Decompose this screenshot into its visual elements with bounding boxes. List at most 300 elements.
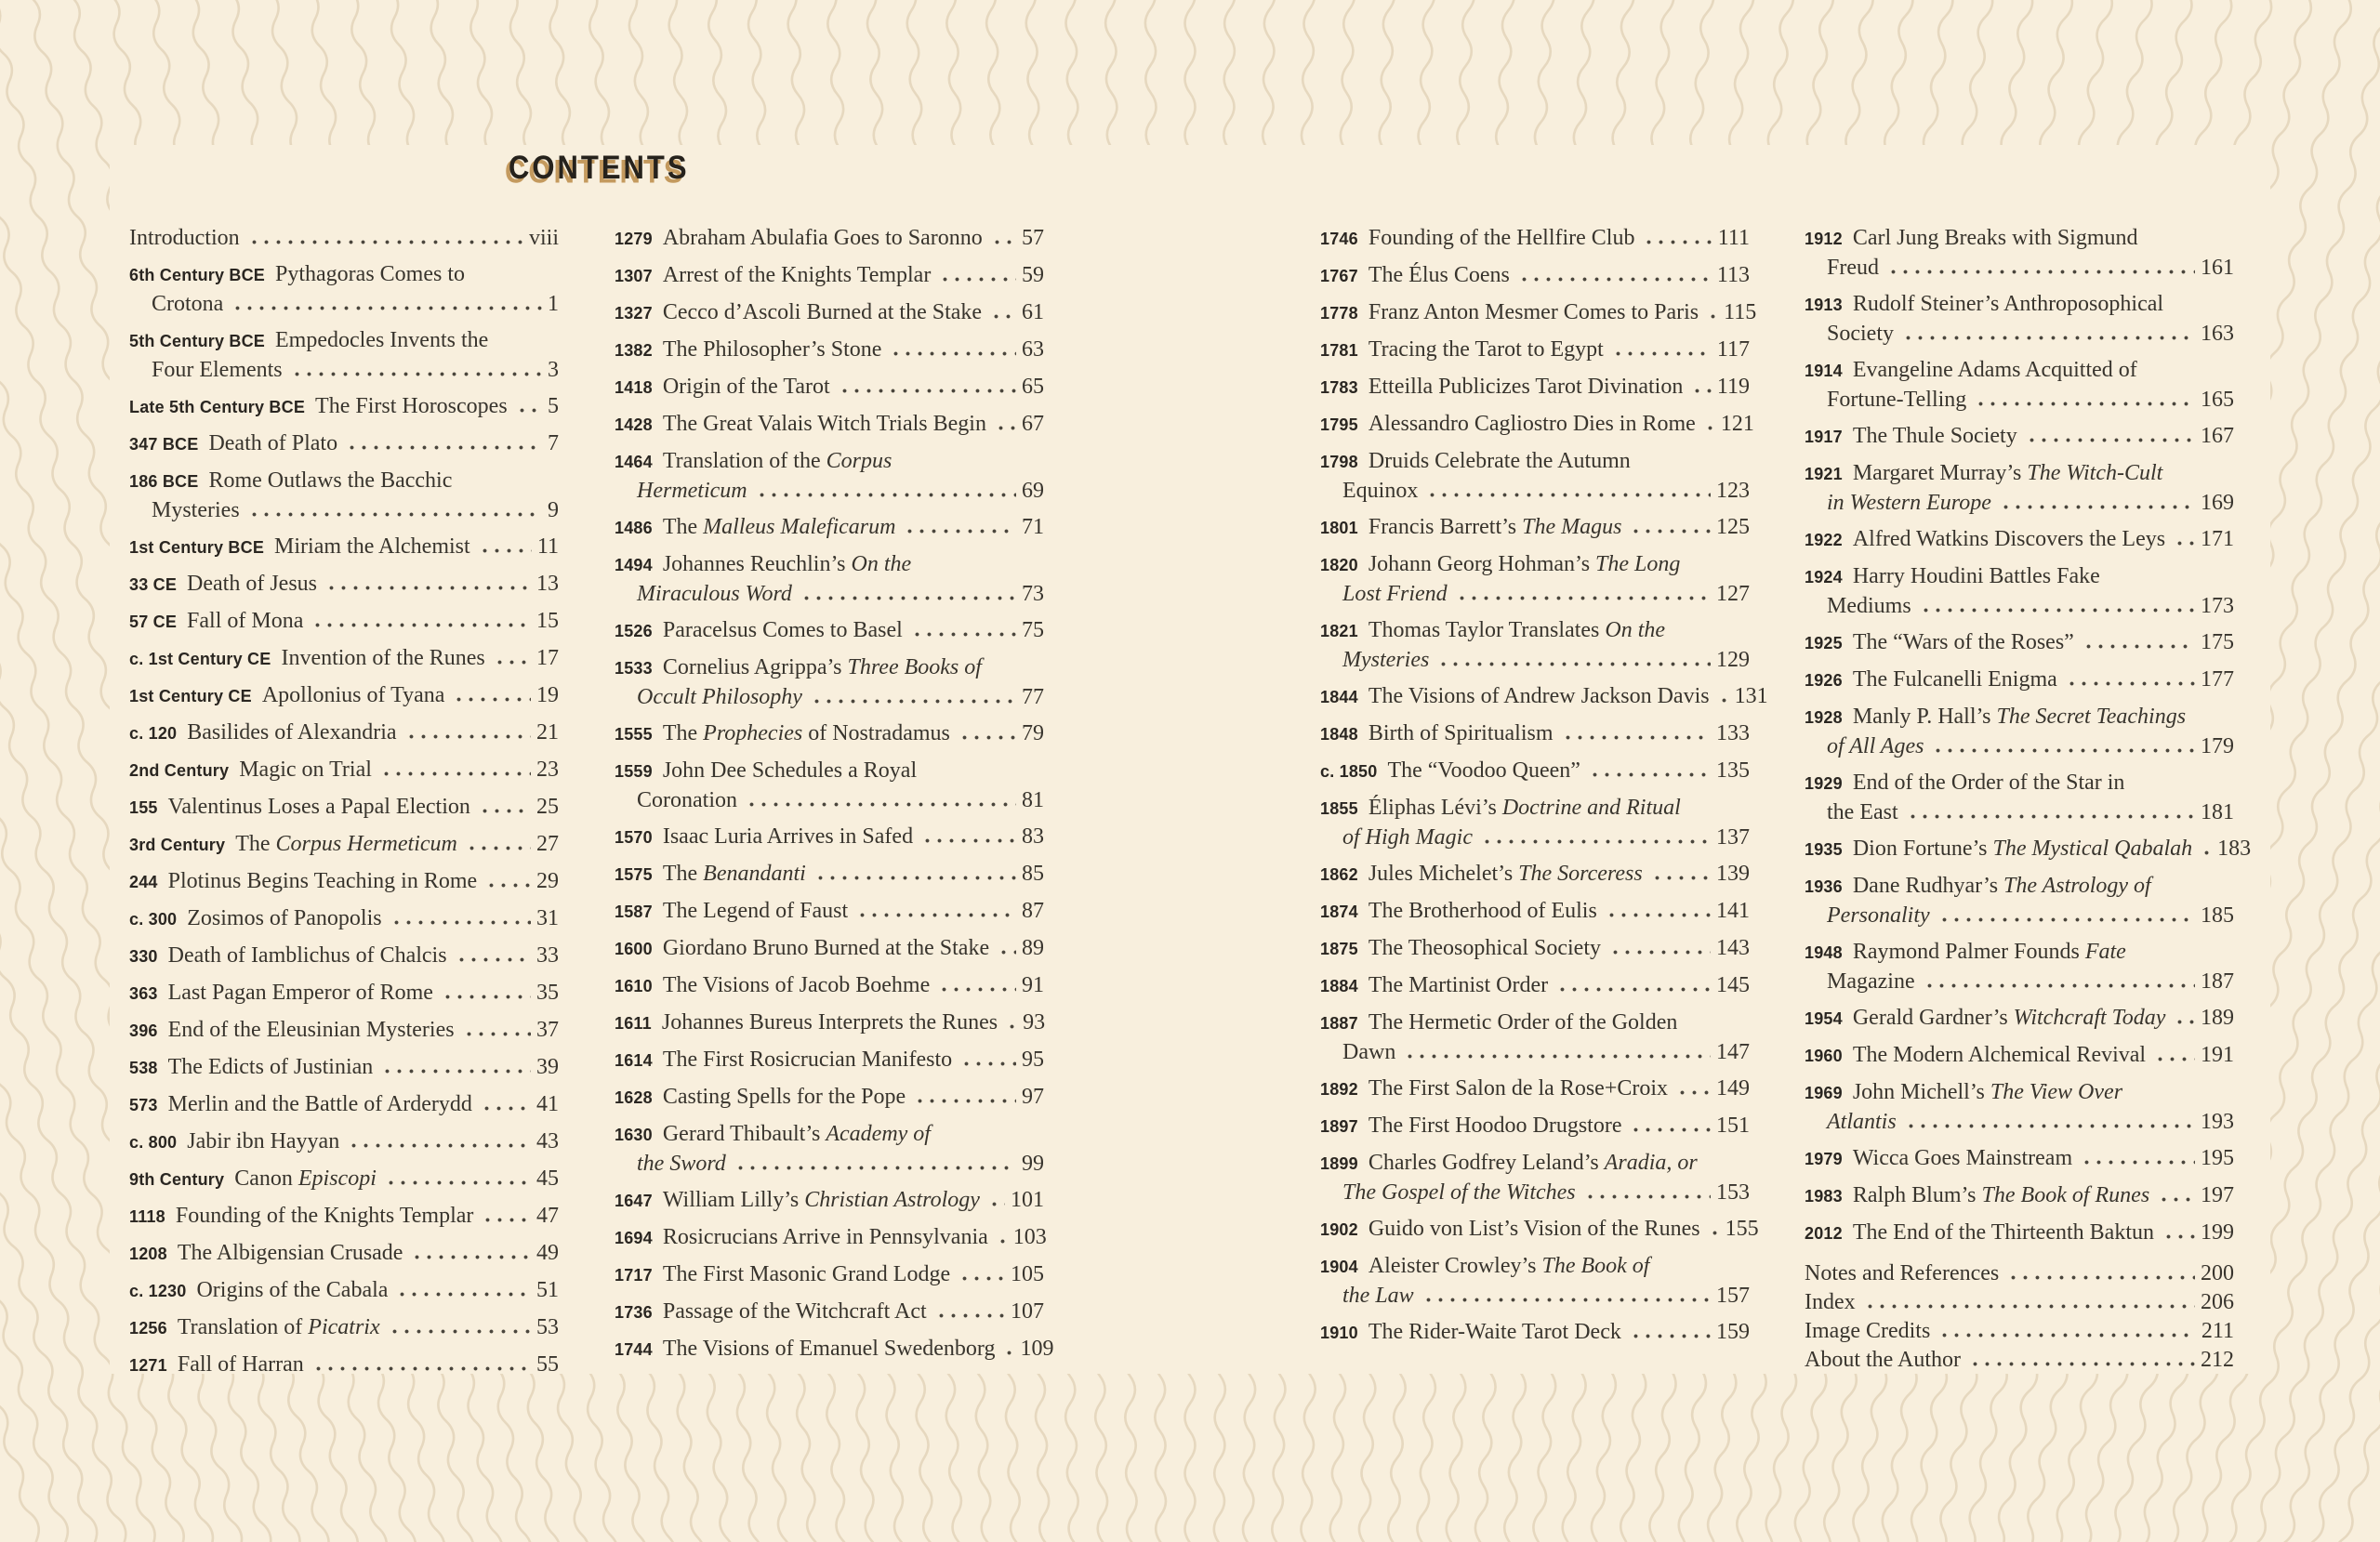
page-number: 147 xyxy=(1716,1040,1750,1064)
entry-title: The Fulcanelli Enigma xyxy=(1852,667,2057,692)
toc-entry-line xyxy=(615,860,1044,890)
entry-date: 57 CE xyxy=(129,613,178,631)
entry-title: Freud xyxy=(1827,256,1879,280)
toc-entry-line xyxy=(1320,860,1750,890)
entry-title: The Corpus Hermeticum xyxy=(235,832,457,856)
entry-title: Passage of the Witchcraft Act xyxy=(662,1299,927,1324)
toc-entry-line xyxy=(129,260,559,290)
toc-entry xyxy=(1320,1318,1750,1348)
page-number: 131 xyxy=(1734,684,1768,708)
toc-entry xyxy=(1320,1112,1750,1141)
entry-date: 1925 xyxy=(1805,634,1843,652)
page-number: 9 xyxy=(548,498,559,522)
toc-entry xyxy=(129,1276,559,1306)
page-number: 91 xyxy=(1022,973,1044,997)
dot-leader xyxy=(1589,772,1711,777)
toc-entry-line xyxy=(615,550,1044,580)
toc-entry-line xyxy=(615,823,1044,852)
page-number: 11 xyxy=(536,534,559,559)
entry-date: 1902 xyxy=(1320,1220,1358,1239)
toc-entry xyxy=(615,757,1044,815)
toc-entry-line xyxy=(1320,1112,1750,1141)
page-number: 206 xyxy=(2201,1290,2234,1314)
toc-entry-line xyxy=(129,1016,559,1046)
dot-leader xyxy=(463,1032,531,1036)
toc-entry xyxy=(1320,1149,1750,1207)
entry-date: 33 CE xyxy=(129,575,178,594)
toc-entry xyxy=(1805,1346,2234,1375)
entry-date: 1887 xyxy=(1320,1014,1358,1033)
entry-title: Abraham Abulafia Goes to Saronno xyxy=(662,226,983,250)
wave-line xyxy=(2258,0,2380,1542)
entry-date: 1533 xyxy=(615,659,653,678)
entry-date: 1821 xyxy=(1320,622,1358,640)
entry-title: The Rider-Waite Tarot Deck xyxy=(1368,1320,1621,1344)
entry-title: Mysteries xyxy=(152,498,240,522)
toc-entry xyxy=(1805,1144,2234,1174)
toc-entry xyxy=(129,1053,559,1083)
page-number: 155 xyxy=(1725,1217,1759,1241)
dot-leader xyxy=(1437,662,1711,666)
dot-leader xyxy=(1864,1304,2195,1309)
toc-entry xyxy=(129,942,559,971)
toc-entry-line xyxy=(615,1335,1054,1364)
dot-leader xyxy=(1676,1090,1711,1095)
toc-entry-line xyxy=(1805,1004,2234,1034)
page-number: 23 xyxy=(536,758,559,782)
toc-entry xyxy=(615,1260,1044,1290)
toc-entry xyxy=(129,326,559,385)
toc-entry-line xyxy=(129,607,559,637)
entry-date: 6th Century BCE xyxy=(129,266,266,284)
page-number: 87 xyxy=(1022,899,1044,923)
entry-date: 1486 xyxy=(615,519,653,537)
page-number: 169 xyxy=(2201,491,2234,515)
toc-entry-line xyxy=(129,290,559,319)
toc-entry xyxy=(129,260,559,319)
entry-title: The Visions of Andrew Jackson Davis xyxy=(1368,684,1710,708)
toc-entry xyxy=(1805,525,2234,555)
entry-title: Apollonius of Tyana xyxy=(261,683,445,707)
entry-title: Zosimos of Panopolis xyxy=(187,906,382,930)
toc-entry-line xyxy=(1320,1179,1750,1207)
toc-entry-line xyxy=(1320,580,1750,609)
toc-entry-line xyxy=(615,224,1044,254)
entry-date: 1647 xyxy=(615,1192,653,1210)
toc-entry-line xyxy=(1805,1144,2234,1174)
page-number: 27 xyxy=(536,832,559,856)
entry-title: the Law xyxy=(1342,1284,1414,1308)
entry-date: 1600 xyxy=(615,940,653,958)
toc-entry xyxy=(1320,719,1750,749)
entry-date: 1555 xyxy=(615,725,653,744)
entry-date: 1929 xyxy=(1805,774,1843,793)
entry-title: Rome Outlaws the Bacchic xyxy=(208,468,453,493)
entry-title: Empedocles Invents the xyxy=(275,328,489,352)
toc-entry xyxy=(1320,410,1754,440)
entry-title: Guido von List’s Vision of the Runes xyxy=(1368,1217,1700,1241)
toc-entry xyxy=(129,1351,559,1380)
dot-leader xyxy=(988,1202,1005,1206)
page-title: CONTENTS xyxy=(509,149,690,186)
toc-entry-line xyxy=(615,261,1044,291)
entry-date: 3rd Century xyxy=(129,836,226,854)
toc-entry xyxy=(1320,757,1750,786)
entry-date: 1928 xyxy=(1805,708,1843,727)
page-number: 139 xyxy=(1716,862,1750,886)
entry-title: Magic on Trial xyxy=(239,758,372,782)
entry-title: Translation of Picatrix xyxy=(177,1315,380,1339)
dot-leader xyxy=(938,987,1016,992)
entry-title: The End of the Thirteenth Baktun xyxy=(1852,1220,2154,1245)
page-number: 165 xyxy=(2201,388,2234,412)
entry-title: The Legend of Faust xyxy=(662,899,849,923)
toc-entry-line xyxy=(129,1202,559,1232)
toc-entry-line xyxy=(1805,290,2234,320)
dot-leader xyxy=(1718,698,1729,703)
entry-date: 347 BCE xyxy=(129,435,199,454)
toc-entry-line xyxy=(1805,1288,2234,1317)
entry-title: Giordano Bruno Burned at the Stake xyxy=(662,936,990,960)
page-number: 191 xyxy=(2201,1043,2234,1067)
toc-entry-line xyxy=(615,616,1044,646)
entry-title: Jabir ibn Hayyan xyxy=(187,1129,340,1153)
dot-leader xyxy=(396,1292,531,1297)
toc-entry xyxy=(615,513,1044,543)
toc-entry xyxy=(129,224,559,253)
dot-leader xyxy=(1006,1024,1017,1029)
toc-entry xyxy=(615,1186,1044,1216)
entry-title: Gerald Gardner’s Witchcraft Today xyxy=(1852,1006,2166,1030)
toc-entry xyxy=(615,1083,1044,1113)
entry-title: John Dee Schedules a Royal xyxy=(662,758,918,783)
page-number: 159 xyxy=(1716,1320,1750,1344)
toc-entry-line xyxy=(615,477,1044,506)
toc-entry xyxy=(1320,224,1750,254)
toc-entry-line xyxy=(615,897,1044,927)
toc-entry xyxy=(1805,628,2234,658)
toc-entry xyxy=(615,1008,1044,1038)
page-number: 75 xyxy=(1022,618,1044,642)
entry-date: 1st Century CE xyxy=(129,687,252,705)
dot-leader xyxy=(380,771,531,776)
entry-title: Evangeline Adams Acquitted of xyxy=(1852,358,2137,382)
dot-leader xyxy=(1630,1127,1711,1132)
page-number: 141 xyxy=(1716,899,1750,923)
dot-leader xyxy=(1887,270,2195,274)
toc-entry xyxy=(129,429,559,459)
entry-title: Cornelius Agrippa’s Three Books of xyxy=(662,655,982,679)
toc-entry-line xyxy=(129,467,559,496)
entry-title: The Philosopher’s Stone xyxy=(662,337,882,362)
page-number: 125 xyxy=(1716,515,1750,539)
toc-entry-line xyxy=(129,830,559,860)
toc-entry-line xyxy=(129,1313,559,1343)
page-number: 55 xyxy=(536,1352,559,1377)
toc-entry xyxy=(615,897,1044,927)
entry-title: End of the Eleusinian Mysteries xyxy=(167,1018,455,1042)
entry-date: 155 xyxy=(129,798,158,817)
toc-entry-line xyxy=(615,373,1044,402)
entry-date: 1559 xyxy=(615,762,653,781)
dot-leader xyxy=(516,408,542,413)
toc-entry-line xyxy=(1805,872,2234,902)
toc-entry-line xyxy=(1320,477,1750,506)
toc-entry xyxy=(615,410,1044,440)
toc-entry-line xyxy=(129,429,559,459)
dot-leader xyxy=(453,697,531,702)
wave-line xyxy=(2315,0,2380,1542)
toc-entry xyxy=(615,1298,1044,1327)
dot-leader xyxy=(479,809,531,813)
entry-title: The Visions of Jacob Boehme xyxy=(662,973,931,997)
page-number: 107 xyxy=(1011,1299,1044,1324)
dot-leader xyxy=(1704,426,1715,430)
toc-entry xyxy=(615,1223,1047,1253)
toc-entry xyxy=(1805,835,2252,864)
entry-title: Valentinus Loses a Papal Election xyxy=(167,795,470,819)
entry-date: 1910 xyxy=(1320,1324,1358,1342)
dot-leader xyxy=(1938,1333,2196,1338)
entry-title: Equinox xyxy=(1342,479,1419,503)
dot-leader xyxy=(921,838,1016,843)
page-number: 97 xyxy=(1022,1085,1044,1109)
dot-leader xyxy=(1426,493,1711,497)
entry-date: 1746 xyxy=(1320,230,1358,248)
toc-entry xyxy=(129,1016,559,1046)
entry-date: 1279 xyxy=(615,230,653,248)
toc-entry-line xyxy=(615,786,1044,815)
toc-entry xyxy=(615,1335,1054,1364)
toc-entry-line xyxy=(1805,525,2234,555)
toc-entry xyxy=(1805,1181,2234,1211)
dot-leader xyxy=(494,660,531,665)
entry-title: The Malleus Maleficarum xyxy=(662,515,896,539)
page-number: 77 xyxy=(1022,685,1044,709)
toc-entry xyxy=(615,653,1044,712)
entry-title: Francis Barrett’s The Magus xyxy=(1368,515,1622,539)
dot-leader xyxy=(1630,1334,1711,1338)
page-number: 195 xyxy=(2201,1146,2234,1170)
entry-date: 1271 xyxy=(129,1356,167,1375)
entry-title: Death of Iamblichus of Chalcis xyxy=(167,943,447,968)
entry-date: 186 BCE xyxy=(129,472,199,491)
dot-leader xyxy=(1651,876,1711,880)
dot-leader xyxy=(291,372,542,376)
toc-entry-line xyxy=(615,757,1044,786)
page-number: 59 xyxy=(1022,263,1044,287)
page-number: 67 xyxy=(1022,412,1044,436)
entry-title: Dawn xyxy=(1342,1040,1396,1064)
toc-entry-line xyxy=(129,356,559,385)
toc-entry xyxy=(1320,373,1750,402)
entry-date: 5th Century BCE xyxy=(129,332,266,350)
entry-date: 1778 xyxy=(1320,304,1358,323)
page-number: 143 xyxy=(1716,936,1750,960)
dot-leader xyxy=(1609,950,1711,955)
toc-entry xyxy=(1805,1041,2234,1071)
toc-entry-line xyxy=(1320,298,1757,328)
entry-date: 1798 xyxy=(1320,453,1358,471)
toc-entry-line xyxy=(615,653,1044,683)
toc-entry xyxy=(129,392,559,422)
page-number: 47 xyxy=(536,1204,559,1228)
dot-leader xyxy=(904,529,1016,534)
dot-leader xyxy=(995,426,1016,430)
entry-title: the East xyxy=(1827,800,1898,824)
entry-title: Magazine xyxy=(1827,969,1915,994)
entry-date: 1924 xyxy=(1805,568,1843,586)
page-number: 113 xyxy=(1716,263,1750,287)
entry-title: Druids Celebrate the Autumn xyxy=(1368,449,1631,473)
toc-entry-line xyxy=(1320,934,1750,964)
entry-title: Casting Spells for the Pope xyxy=(662,1085,906,1109)
toc-entry xyxy=(615,823,1044,852)
entry-date: 1979 xyxy=(1805,1150,1843,1168)
toc-entry xyxy=(615,971,1044,1001)
entry-date: 1983 xyxy=(1805,1187,1843,1206)
entry-title: Rosicrucians Arrive in Pennsylvania xyxy=(662,1225,988,1249)
toc-entry xyxy=(615,336,1044,365)
entry-title: The Gospel of the Witches xyxy=(1342,1180,1576,1205)
entry-date: 538 xyxy=(129,1059,158,1077)
entry-date: 1936 xyxy=(1805,877,1843,896)
dot-leader xyxy=(2081,1160,2195,1165)
toc-entry-line xyxy=(615,447,1044,477)
entry-title: Etteilla Publicizes Tarot Divination xyxy=(1368,375,1684,399)
toc-entry xyxy=(129,1090,559,1120)
entry-title: Founding of the Knights Templar xyxy=(175,1204,474,1228)
entry-date: 1587 xyxy=(615,903,653,921)
entry-date: 1948 xyxy=(1805,943,1843,962)
page-number: 29 xyxy=(536,869,559,893)
page-number: 163 xyxy=(2201,322,2234,346)
entry-date: 1464 xyxy=(615,453,653,471)
dot-leader xyxy=(1630,529,1711,534)
toc-entry xyxy=(129,570,559,600)
entry-date: 1783 xyxy=(1320,378,1358,397)
toc-entry-line xyxy=(129,1127,559,1157)
toc-entry xyxy=(129,793,559,823)
entry-date: 1897 xyxy=(1320,1117,1358,1136)
toc-entry xyxy=(129,830,559,860)
dot-leader xyxy=(991,240,1016,244)
dot-leader xyxy=(1562,735,1711,740)
entry-title: Death of Plato xyxy=(208,431,338,455)
toc-entry xyxy=(1805,422,2234,452)
toc-entry-line xyxy=(129,326,559,356)
dot-leader xyxy=(911,632,1016,637)
entry-title: Notes and References xyxy=(1805,1261,2000,1285)
page-number: 121 xyxy=(1720,412,1754,436)
entry-date: 1899 xyxy=(1320,1154,1358,1173)
entry-date: 1736 xyxy=(615,1303,653,1322)
entry-title: The Brotherhood of Eulis xyxy=(1368,899,1597,923)
entry-title: Canon Episcopi xyxy=(234,1166,377,1191)
entry-date: 1694 xyxy=(615,1229,653,1247)
page-number: 177 xyxy=(2201,667,2234,692)
entry-date: 1382 xyxy=(615,341,653,360)
dot-leader xyxy=(1709,1231,1720,1235)
entry-date: 1960 xyxy=(1805,1047,1843,1065)
entry-title: in Western Europe xyxy=(1827,491,1991,515)
toc-entry xyxy=(615,860,1044,890)
toc-entry xyxy=(1805,1004,2234,1034)
toc-entry-line xyxy=(1320,261,1750,291)
page-number: 35 xyxy=(536,981,559,1005)
toc-entry-line xyxy=(129,867,559,897)
entry-date: 1848 xyxy=(1320,725,1358,744)
entry-title: Alessandro Cagliostro Dies in Rome xyxy=(1368,412,1696,436)
toc-entry xyxy=(129,681,559,711)
toc-entry-line xyxy=(1320,1149,1750,1179)
page-number: 21 xyxy=(536,720,559,745)
toc-entry-line xyxy=(129,1090,559,1120)
toc-entry-line xyxy=(1320,410,1754,440)
entry-title: The First Salon de la Rose+Croix xyxy=(1368,1076,1669,1100)
toc-entry xyxy=(1320,934,1750,964)
page-number: viii xyxy=(528,226,559,250)
entry-date: 1418 xyxy=(615,378,653,397)
entry-date: 1717 xyxy=(615,1266,653,1285)
entry-title: The Benandanti xyxy=(662,862,806,886)
toc-entry xyxy=(615,934,1044,964)
dot-leader xyxy=(248,512,542,517)
dot-leader xyxy=(890,351,1016,356)
page-number: 63 xyxy=(1022,337,1044,362)
toc-entry xyxy=(1320,682,1768,712)
page-number: 85 xyxy=(1022,862,1044,886)
page-number: 109 xyxy=(1020,1337,1054,1361)
entry-date: 1526 xyxy=(615,622,653,640)
page-number: 57 xyxy=(1022,226,1044,250)
page-number: 105 xyxy=(1011,1262,1044,1286)
toc-entry-line xyxy=(1805,732,2234,761)
entry-date: 1801 xyxy=(1320,519,1358,537)
dot-leader xyxy=(914,1099,1016,1103)
entry-date: 1844 xyxy=(1320,688,1358,706)
entry-title: Occult Philosophy xyxy=(637,685,802,709)
dot-leader xyxy=(385,1180,531,1185)
dot-leader xyxy=(390,920,531,925)
entry-date: 396 xyxy=(129,1021,158,1040)
wave-line xyxy=(2286,0,2380,1542)
toc-entry-line xyxy=(1320,646,1750,675)
entry-date: 1575 xyxy=(615,865,653,884)
dot-leader xyxy=(2201,850,2212,855)
toc-entry-line xyxy=(615,683,1044,712)
dot-leader xyxy=(800,596,1016,600)
entry-title: Index xyxy=(1805,1290,1856,1314)
entry-title: Isaac Luria Arrives in Safed xyxy=(662,824,914,849)
dot-leader xyxy=(1422,1298,1711,1302)
page-number: 81 xyxy=(1022,788,1044,812)
page-number: 185 xyxy=(2201,903,2234,928)
page-number: 1 xyxy=(548,292,559,316)
entry-title: Tracing the Tarot to Egypt xyxy=(1368,337,1604,362)
toc-entry-line xyxy=(1805,356,2234,386)
toc-entry-line xyxy=(129,1351,559,1380)
toc-entry-line xyxy=(1805,1219,2234,1248)
entry-date: 1969 xyxy=(1805,1084,1843,1102)
page-number: 103 xyxy=(1012,1225,1047,1249)
dot-leader xyxy=(1905,1124,2195,1128)
toc-entry-line xyxy=(1320,1252,1750,1282)
entry-date: 1912 xyxy=(1805,230,1843,248)
dot-leader xyxy=(2007,1275,2195,1280)
toc-entry xyxy=(615,616,1044,646)
toc-entry-line xyxy=(615,410,1044,440)
